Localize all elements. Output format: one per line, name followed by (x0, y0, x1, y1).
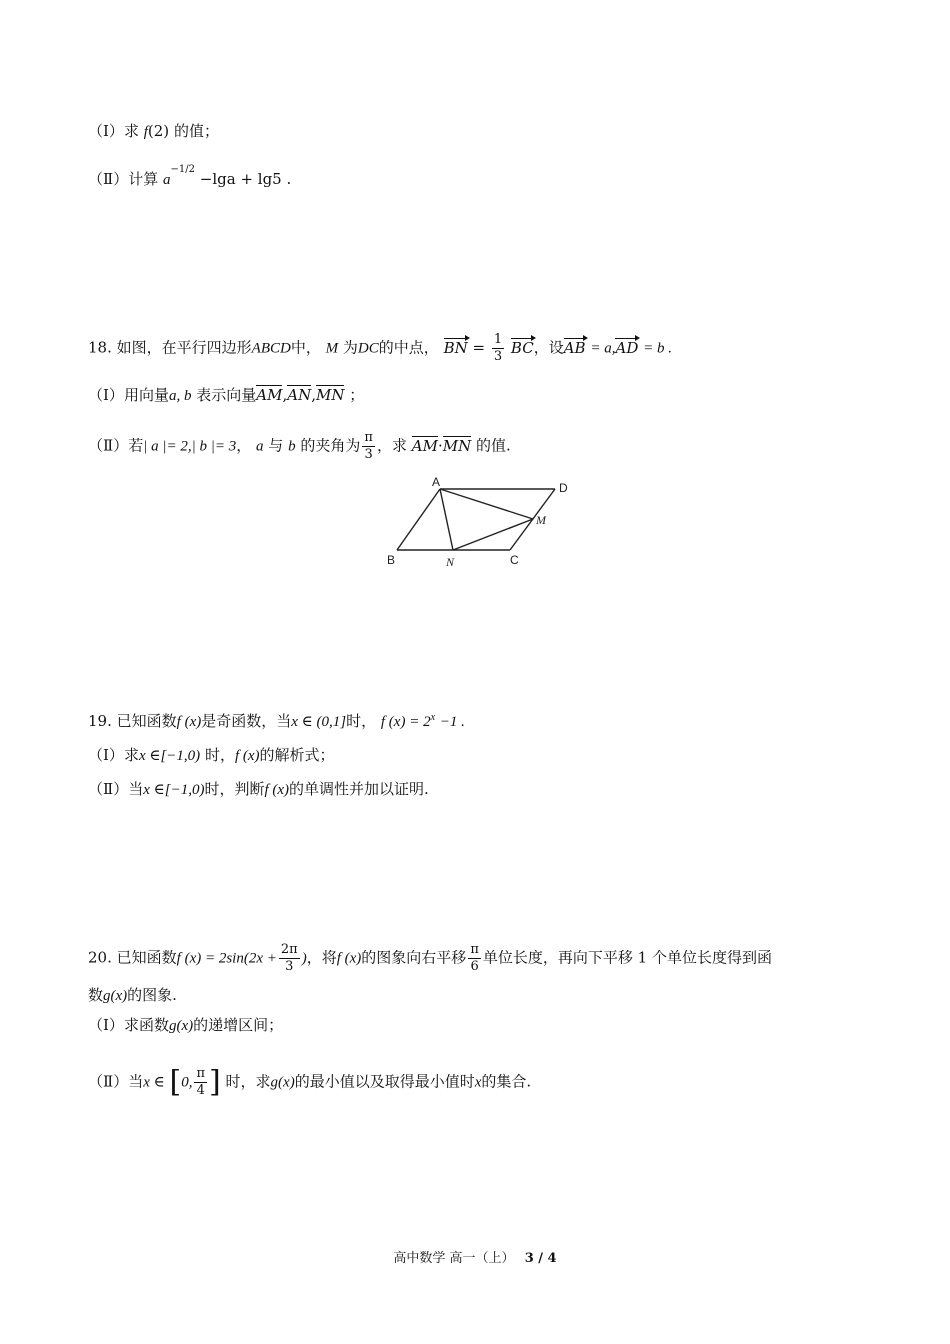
numerator: π (470, 942, 479, 957)
q19-part2 (88, 778, 429, 801)
part-label: （Ⅰ） (88, 122, 124, 140)
vector-am: AM (411, 436, 438, 455)
part-label: （Ⅱ） (88, 170, 129, 188)
math: g(x) (168, 1018, 194, 1034)
math: 0, (181, 1074, 193, 1091)
text: 的解析式； (259, 746, 335, 764)
denominator: 3 (493, 349, 503, 364)
math: f (x) (234, 748, 260, 764)
math: x ∈ (0,1] (291, 714, 347, 730)
text: 表示向量 (196, 386, 257, 404)
q19-stem (88, 707, 465, 733)
text: 为 (342, 338, 358, 357)
math: a (163, 172, 171, 188)
text: 计算 (128, 170, 159, 188)
text: 的值. (475, 436, 511, 455)
text: 中， (290, 338, 321, 357)
text: 的值； (173, 122, 219, 140)
q19-part1 (88, 744, 335, 767)
text: 的中点， (378, 338, 439, 357)
math: f (x) = 2sin(2x + (176, 950, 277, 967)
vector-ad: AD (615, 338, 639, 357)
parallelogram-figure (380, 474, 580, 574)
math: DC (357, 340, 379, 357)
question-number: 20. (88, 948, 112, 967)
math: x ∈ (143, 1074, 165, 1091)
label-m: M (536, 513, 546, 527)
label-d: D (559, 481, 568, 495)
text: 求 (123, 122, 139, 140)
footer-subject: 高中数学 高一（上） (393, 1251, 515, 1266)
text: 求 (123, 746, 139, 764)
part-label: （Ⅱ） (88, 1072, 129, 1091)
math-exponent: x (430, 712, 436, 723)
q20-part1 (88, 1014, 283, 1037)
math: g(x) (270, 1074, 295, 1091)
denominator: 3 (364, 447, 373, 462)
denominator: 4 (196, 1083, 205, 1098)
label-n: N (446, 555, 455, 569)
math: a (256, 438, 264, 455)
q20-stem-cont (88, 984, 177, 1007)
label-b: B (387, 553, 396, 567)
text: 当 (128, 1072, 144, 1091)
part-label: （Ⅰ） (88, 746, 124, 764)
vector-mn: MN (315, 386, 345, 404)
math: −1 . (439, 714, 465, 730)
text: ，设 (533, 338, 564, 357)
part-label: （Ⅰ） (88, 1016, 124, 1034)
fraction-one-third (492, 332, 504, 365)
numerator: 2π (280, 942, 298, 957)
text: 的夹角为 (300, 436, 361, 455)
math: | a |= 2,| b |= 3 (143, 438, 237, 455)
text: 是奇函数，当 (201, 712, 292, 730)
math: (2) (147, 122, 170, 140)
part-label: （Ⅰ） (88, 386, 124, 404)
q17-part2 (88, 165, 291, 191)
vector-bc: BC (510, 338, 534, 357)
math: b (288, 438, 296, 455)
math-exponent: −1/2 (170, 164, 195, 175)
text: 与 (268, 436, 284, 455)
math: x ∈[−1,0) (143, 782, 205, 798)
math: = (472, 338, 486, 357)
page-footer (0, 1247, 950, 1266)
text: 的集合. (481, 1072, 532, 1091)
fraction-pi-over-3 (362, 430, 375, 463)
text: ，将 (306, 948, 337, 967)
vector-am: AM (256, 386, 283, 404)
numerator: π (364, 430, 373, 445)
math: f (x) = 2 (380, 714, 431, 730)
label-a: A (432, 475, 441, 489)
math: = a, (590, 340, 616, 357)
text: 时，求 (225, 1072, 271, 1091)
text: 时， (346, 712, 377, 730)
q18-stem (88, 332, 672, 365)
math: f (x) (176, 714, 202, 730)
text: 的递增区间； (193, 1016, 284, 1034)
q18-part2 (88, 430, 511, 463)
math: · (437, 436, 443, 455)
question-number: 18. (88, 338, 112, 357)
edge-ba (397, 489, 440, 550)
text: 数 (88, 986, 104, 1004)
text: 时， (204, 746, 235, 764)
text: 的图象. (127, 986, 177, 1004)
vector-an: AN (287, 386, 312, 404)
text: 时，判断 (204, 780, 265, 798)
math: ABCD (251, 340, 291, 357)
denominator: 3 (285, 959, 294, 974)
text: 用向量 (123, 386, 169, 404)
q17-part1 (88, 120, 219, 143)
bracket-right: ] (209, 1064, 221, 1100)
numerator: π (196, 1066, 206, 1081)
math: x ∈[−1,0) (138, 748, 201, 764)
q18-part1: （Ⅰ）用向量a, b 表示向量AM,AN,MN ； (88, 386, 365, 404)
part-label: （Ⅱ） (88, 780, 129, 798)
text: 的图象向右平移 (361, 948, 467, 967)
text: 的单调性并加以证明. (289, 780, 429, 798)
question-number: 19. (88, 712, 112, 730)
math: g(x) (103, 988, 128, 1004)
bracket-left: [ (169, 1064, 182, 1100)
fraction-pi-over-4 (194, 1066, 207, 1099)
math: f (x) (336, 950, 362, 967)
text: ； (349, 386, 365, 404)
q20-stem (88, 942, 772, 975)
math: = b . (643, 340, 672, 357)
vector-ab: AB (563, 338, 586, 357)
text: 求函数 (123, 1016, 169, 1034)
vector-bn: BN (443, 338, 468, 357)
vector-mn: MN (442, 436, 472, 455)
denominator: 6 (470, 959, 479, 974)
segment-an (440, 489, 453, 550)
math: −lga + lg5 . (199, 170, 292, 188)
text: 的最小值以及取得最小值时 (294, 1072, 475, 1091)
math: M (325, 340, 339, 357)
math: x (474, 1074, 482, 1091)
text: 当 (128, 780, 144, 798)
text: 若 (128, 436, 144, 455)
math: f (143, 124, 148, 140)
text: 如图，在平行四边形 (116, 338, 252, 357)
label-c: C (510, 553, 519, 567)
fraction-pi-over-6 (468, 942, 481, 975)
math: ) (301, 950, 307, 967)
text: 已知函数 (116, 948, 177, 967)
part-label: （Ⅱ） (88, 436, 129, 455)
text: ， (236, 436, 252, 455)
fraction-2pi-over-3 (279, 942, 300, 975)
math: f (x) (264, 782, 290, 798)
page-number: 3 / 4 (524, 1251, 557, 1266)
math: a, b (168, 388, 192, 404)
numerator: 1 (493, 332, 503, 347)
text: 单位长度，再向下平移 1 个单位长度得到函 (482, 948, 772, 967)
q20-part2 (88, 1066, 531, 1099)
text: ，求 (376, 436, 407, 455)
segment-am (440, 489, 533, 519)
text: 已知函数 (116, 712, 177, 730)
